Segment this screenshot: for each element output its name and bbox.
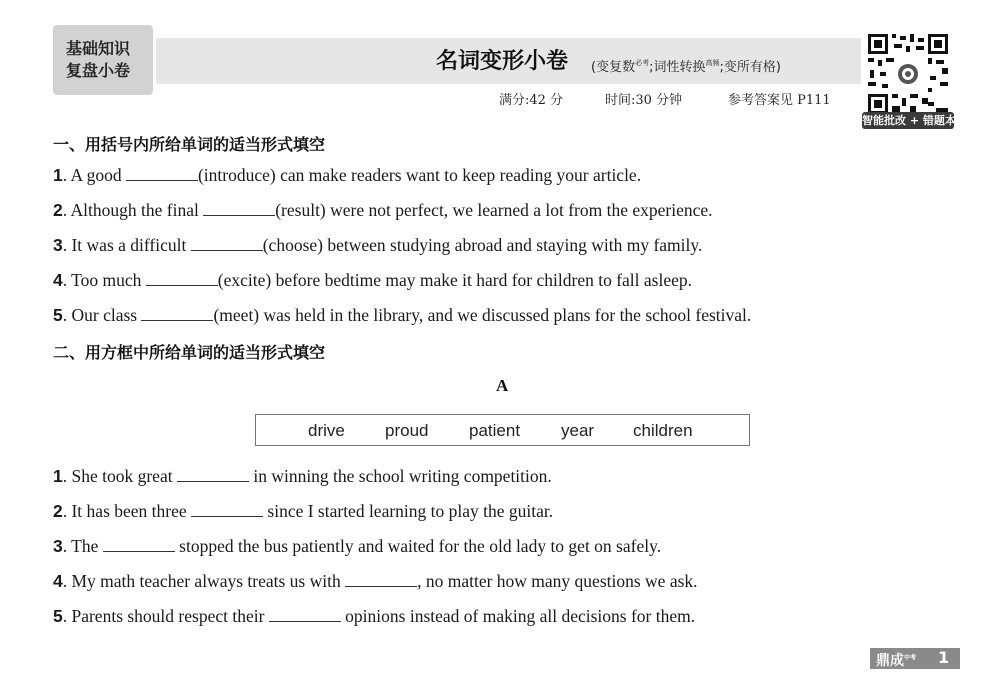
question-text-before: . Too much: [62, 270, 146, 290]
question-text-after: in winning the school writing competition.: [248, 466, 552, 486]
question-text-after: (meet) was held in the library, and we discussed plans for the school festival.: [213, 305, 752, 325]
section-2-heading: 二、用方框中所给单词的适当形式填空: [53, 343, 326, 362]
answer-blank[interactable]: [269, 607, 341, 622]
section-1-question-2: [53, 200, 713, 221]
full-score: 满分:42 分: [499, 93, 564, 108]
subtitle-tag-frequent: 高频: [705, 59, 720, 67]
answer-blank[interactable]: [141, 306, 213, 321]
section-2-question-5: [53, 606, 695, 627]
page-number: 1: [938, 648, 950, 667]
part-label: A: [496, 376, 509, 395]
question-text-after: (choose) between studying abroad and staying with my family.: [262, 235, 703, 255]
word-bank-item: patient: [469, 421, 521, 440]
question-text-before: . Parents should respect their: [62, 606, 269, 626]
badge-line-1: 基础知识: [66, 39, 131, 58]
question-text-after: stopped the bus patiently and waited for the old lady to get on safely.: [174, 536, 662, 556]
question-text-before: . Our class: [62, 305, 142, 325]
question-text-after: (excite) before bedtime may make it hard for children to fall asleep.: [217, 270, 693, 290]
question-text-before: . It has been three: [62, 501, 192, 521]
question-number: 2: [53, 501, 63, 521]
subtitle-part-1: (变复数: [591, 60, 636, 75]
question-number: 3: [53, 536, 63, 556]
question-text-before: . A good: [62, 165, 126, 185]
answer-blank[interactable]: [191, 502, 263, 517]
answer-blank[interactable]: [177, 467, 249, 482]
question-text-after: (introduce) can make readers want to keep reading your article.: [197, 165, 642, 185]
badge-line-2: 复盘小卷: [66, 61, 131, 80]
question-number: 2: [53, 200, 63, 220]
subtitle-tag-must: 必考: [635, 59, 650, 67]
answer-blank[interactable]: [345, 572, 417, 587]
question-text-after: , no matter how many questions we ask.: [417, 571, 698, 591]
question-text-after: (result) were not perfect, we learned a lot from the experience.: [275, 200, 713, 220]
answer-blank[interactable]: [103, 537, 175, 552]
word-bank-item: proud: [385, 421, 429, 440]
question-text-before: . My math teacher always treats us with: [62, 571, 346, 591]
question-text-after: since I started learning to play the guitar.: [263, 501, 554, 521]
question-number: 3: [53, 235, 63, 255]
answer-blank[interactable]: [126, 166, 198, 181]
section-2-question-4: [53, 571, 698, 592]
answer-blank[interactable]: [191, 236, 263, 251]
section-badge: [53, 25, 153, 95]
answer-blank[interactable]: [146, 271, 218, 286]
section-1-question-4: [53, 270, 692, 291]
footer-brand: [876, 650, 916, 670]
qr-caption: 智能批改 + 错题本: [862, 114, 956, 127]
time-limit: 时间:30 分钟: [605, 93, 683, 108]
question-number: 5: [53, 606, 63, 626]
page-title: 名词变形小卷: [436, 48, 569, 74]
subtitle-part-3: ;变所有格): [719, 60, 781, 75]
answer-blank[interactable]: [203, 201, 275, 216]
question-number: 4: [53, 270, 63, 290]
question-text-before: . She took great: [62, 466, 177, 486]
subtitle-part-2: ;词性转换: [649, 60, 706, 75]
section-1-question-1: [53, 165, 641, 186]
section-2-question-3: [53, 536, 661, 557]
question-text-before: . The: [62, 536, 103, 556]
word-bank-item: children: [633, 421, 693, 440]
question-text-after: opinions instead of making all decisions for them.: [340, 606, 696, 626]
section-2-question-2: [53, 501, 553, 522]
question-number: 1: [53, 165, 63, 185]
word-bank-item: year: [561, 421, 595, 440]
section-2-question-1: [53, 466, 552, 487]
footer-brand-name: 鼎成: [876, 653, 904, 669]
question-number: 4: [53, 571, 63, 591]
answer-reference: 参考答案见 P111: [728, 93, 831, 108]
footer-brand-tag: 中考: [904, 654, 917, 662]
question-text-before: . Although the final: [62, 200, 204, 220]
question-text-before: . It was a difficult: [62, 235, 191, 255]
section-1-heading: 一、用括号内所给单词的适当形式填空: [53, 135, 326, 154]
word-bank-item: drive: [308, 421, 345, 440]
qr-code-icon[interactable]: [866, 32, 950, 116]
word-bank-box: [255, 414, 750, 446]
page-subtitle: [591, 56, 781, 75]
section-1-question-3: [53, 235, 702, 256]
question-number: 1: [53, 466, 63, 486]
question-number: 5: [53, 305, 63, 325]
section-1-question-5: [53, 305, 751, 326]
